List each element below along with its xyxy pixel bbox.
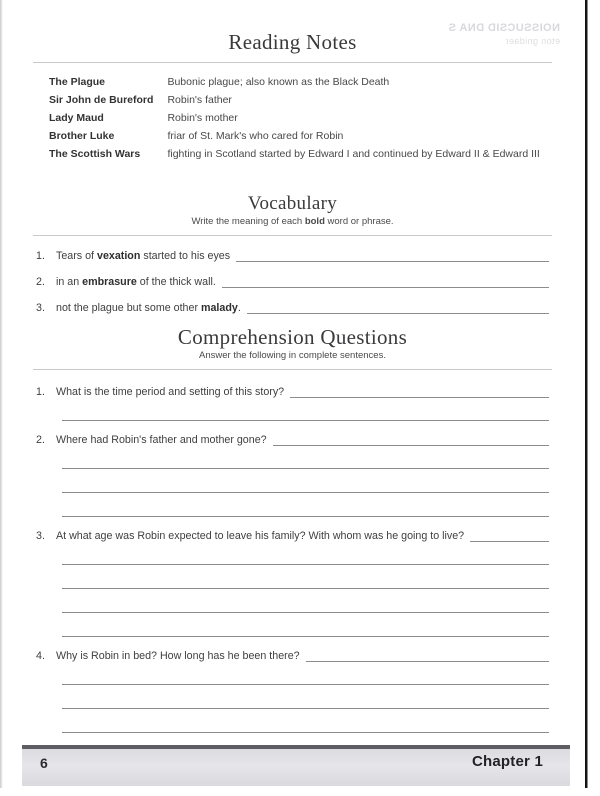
reading-notes-row xyxy=(49,148,553,166)
comprehension-question-number: 4. xyxy=(36,650,45,662)
comprehension-question-row xyxy=(36,434,549,446)
vocabulary-subtitle xyxy=(0,216,585,227)
vocabulary-answer-blank[interactable] xyxy=(236,250,549,262)
vocabulary-item-before: not the plague but some other xyxy=(56,302,201,314)
reading-notes-definition: Robin's father xyxy=(167,94,232,106)
comprehension-answer-line[interactable] xyxy=(62,636,549,637)
footer-chapter-label: Chapter 1 xyxy=(472,753,543,770)
vocabulary-subtitle-before: Write the meaning of each xyxy=(191,216,305,227)
bleed-line-1: NOISSUCSID DNA S xyxy=(448,22,560,34)
vocabulary-answer-blank[interactable] xyxy=(222,276,549,288)
reading-notes-row xyxy=(49,76,553,94)
vocabulary-item-bold-word: embrasure xyxy=(82,276,137,288)
reading-notes-table xyxy=(49,76,553,166)
comprehension-answer-line[interactable] xyxy=(62,588,549,589)
vocabulary-item xyxy=(36,302,549,314)
comprehension-answer-blank[interactable] xyxy=(290,386,549,398)
vocabulary-item-before: in an xyxy=(56,276,83,288)
reading-notes-term: Lady Maud xyxy=(49,112,104,124)
comprehension-question xyxy=(36,434,549,517)
vocabulary-subtitle-bold: bold xyxy=(304,216,325,227)
reading-notes-section xyxy=(0,30,585,166)
comprehension-answer-blank[interactable] xyxy=(306,650,549,662)
vocabulary-item-text xyxy=(56,250,236,262)
comprehension-answer-line[interactable] xyxy=(62,708,549,709)
comprehension-answer-blank[interactable] xyxy=(470,530,549,542)
vocabulary-item-text xyxy=(56,276,222,288)
vocabulary-answer-blank[interactable] xyxy=(247,302,549,314)
comprehension-answer-line[interactable] xyxy=(62,732,549,733)
comprehension-question-number: 1. xyxy=(36,386,45,398)
comprehension-answer-line[interactable] xyxy=(62,468,549,469)
comprehension-question-text: Where had Robin's father and mother gone? xyxy=(56,434,267,446)
comprehension-question xyxy=(36,530,549,637)
vocabulary-subtitle-after: word or phrase. xyxy=(324,216,394,227)
vocabulary-item-bold-word: malady xyxy=(200,302,238,314)
comprehension-question-number: 3. xyxy=(36,530,45,542)
comprehension-question-text: At what age was Robin expected to leave his family? With whom was he going to live? xyxy=(56,530,465,542)
reading-notes-definition: fighting in Scotland started by Edward I and continued by Edward II & Edward III xyxy=(167,148,540,160)
vocabulary-item-bold-word: vexation xyxy=(97,250,141,262)
bleed-line-2: eton gnidaer xyxy=(505,36,560,46)
page-bottom-margin xyxy=(0,788,600,796)
footer-page-number: 6 xyxy=(40,755,48,771)
comprehension-section xyxy=(0,325,585,796)
comprehension-answer-line[interactable] xyxy=(62,492,549,493)
vocabulary-item xyxy=(36,276,549,288)
comprehension-question-row xyxy=(36,650,549,662)
comprehension-title: Comprehension Questions xyxy=(177,325,408,349)
reading-notes-term: Brother Luke xyxy=(49,130,115,142)
reading-notes-definition: friar of St. Mark's who cared for Robin xyxy=(167,130,344,142)
comprehension-question-row xyxy=(36,530,549,542)
reading-notes-definition: Robin's mother xyxy=(167,112,238,124)
comprehension-question xyxy=(36,386,549,421)
comprehension-rule xyxy=(33,369,552,370)
vocabulary-section xyxy=(0,193,585,328)
vocabulary-items xyxy=(36,250,549,314)
vocabulary-item-after: . xyxy=(237,302,241,314)
vocabulary-item-before: Tears of xyxy=(56,250,97,262)
reading-notes-term: The Scottish Wars xyxy=(49,148,141,160)
comprehension-question xyxy=(36,650,549,733)
vocabulary-item-number: 3. xyxy=(36,302,45,314)
vocabulary-item-number: 1. xyxy=(36,250,45,262)
comprehension-question-row xyxy=(36,386,549,398)
reading-notes-row xyxy=(49,94,553,112)
page-right-edge-shadow xyxy=(585,0,600,796)
comprehension-answer-line[interactable] xyxy=(62,564,549,565)
reading-notes-rule xyxy=(33,62,552,63)
comprehension-question-number: 2. xyxy=(36,434,45,446)
reading-notes-term: Sir John de Bureford xyxy=(49,94,154,106)
comprehension-answer-line[interactable] xyxy=(62,420,549,421)
comprehension-answer-line[interactable] xyxy=(62,684,549,685)
reading-notes-row xyxy=(49,112,553,130)
comprehension-questions xyxy=(36,386,549,796)
comprehension-question-text: What is the time period and setting of this story? xyxy=(56,386,285,398)
vocabulary-item-after: started to his eyes xyxy=(140,250,231,262)
comprehension-subtitle: Answer the following in complete sentences. xyxy=(199,350,386,361)
comprehension-question-text: Why is Robin in bed? How long has he been there? xyxy=(56,650,300,662)
vocabulary-rule xyxy=(33,235,552,236)
reading-notes-term: The Plague xyxy=(49,76,106,88)
vocabulary-item xyxy=(36,250,549,262)
vocabulary-item-after: of the thick wall. xyxy=(136,276,216,288)
vocabulary-item-text xyxy=(56,302,247,314)
vocabulary-title: Vocabulary xyxy=(247,193,338,214)
reading-notes-row xyxy=(49,130,553,148)
comprehension-answer-line[interactable] xyxy=(62,612,549,613)
reading-notes-definition: Bubonic plague; also known as the Black Death xyxy=(167,76,390,88)
vocabulary-item-number: 2. xyxy=(36,276,45,288)
comprehension-answer-blank[interactable] xyxy=(273,434,549,446)
comprehension-answer-line[interactable] xyxy=(62,516,549,517)
reading-notes-title: Reading Notes xyxy=(228,30,357,54)
